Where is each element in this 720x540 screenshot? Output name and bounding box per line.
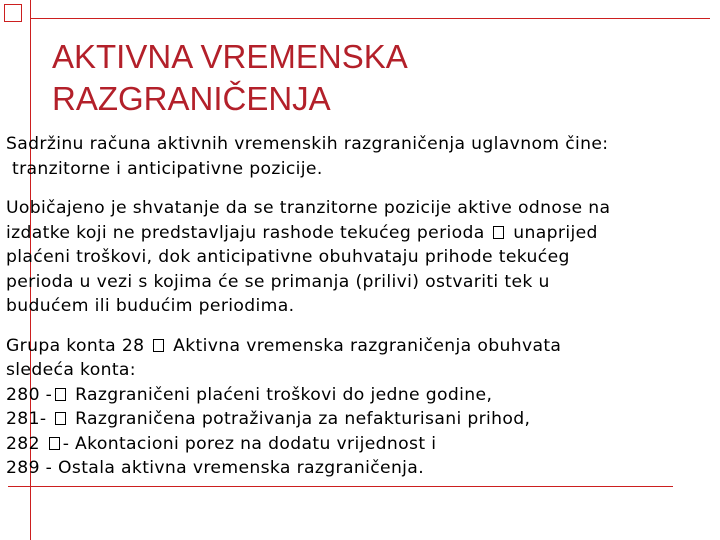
slide-title — [52, 36, 692, 120]
top-rule — [30, 18, 710, 19]
slide-body — [6, 132, 712, 496]
p3-line-1b: Aktivna vremenska razgraničenja obuhvata — [173, 335, 562, 356]
title-line-1: AKTIVNA VREMENSKA — [52, 38, 408, 75]
item-282-code: 282 — [6, 433, 40, 454]
missing-glyph-icon — [49, 437, 60, 450]
paragraph-3 — [6, 334, 712, 481]
missing-glyph-icon — [153, 339, 164, 352]
corner-square — [4, 4, 22, 22]
p2-line-4: perioda u vezi s kojima će se primanja (prilivi) ostvariti tek u — [6, 271, 550, 292]
p2-line-1: Uobičajeno je shvatanje da se tranzitorne pozicije aktive odnose na — [6, 198, 611, 218]
bottom-rule — [8, 486, 673, 487]
p3-line-2: sledeća konta: — [6, 360, 136, 380]
p2-line-2b: unaprijed — [513, 222, 598, 243]
paragraph-2 — [6, 196, 712, 319]
missing-glyph-icon — [55, 412, 66, 425]
paragraph-1 — [6, 132, 712, 181]
p2-line-2 — [6, 221, 712, 246]
p3-line-1a: Grupa konta 28 — [6, 335, 145, 356]
item-281-code: 281- — [6, 409, 47, 429]
item-281-text: Razgraničena potraživanja za nefakturisani prihod, — [75, 409, 531, 429]
item-281 — [6, 407, 712, 432]
item-289: 289 - Ostala aktivna vremenska razgraničenja. — [6, 458, 425, 478]
p2-line-3: plaćeni troškovi, dok anticipativne obuhvataju prihode tekućeg — [6, 247, 570, 267]
item-282-text: - Akontacioni porez na dodatu vrijednost i — [62, 433, 437, 454]
item-282 — [6, 432, 712, 457]
title-line-2: RAZGRANIČENJA — [52, 80, 331, 117]
p1-line-1: Sadržinu računa aktivnih vremenskih razgraničenja uglavnom čine: — [6, 134, 609, 154]
p2-line-5: budućem ili budućim periodima. — [6, 296, 295, 316]
item-280 — [6, 383, 712, 408]
p3-line-1 — [6, 334, 712, 359]
p2-line-2a: izdatke koji ne predstavljaju rashode tekućeg perioda — [6, 222, 485, 243]
missing-glyph-icon — [55, 388, 66, 401]
p1-line-2: tranzitorne i anticipativne pozicije. — [12, 158, 323, 179]
missing-glyph-icon — [493, 226, 504, 239]
item-280-code: 280 - — [6, 384, 53, 405]
item-280-text: Razgraničeni plaćeni troškovi do jedne godine, — [75, 384, 493, 405]
